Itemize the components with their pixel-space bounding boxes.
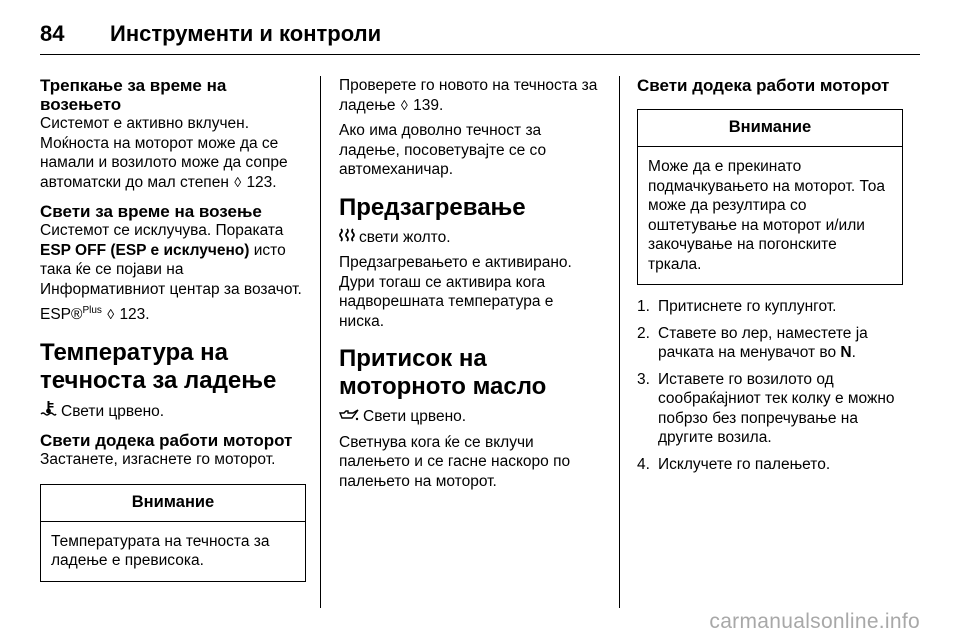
column-3 — [637, 76, 903, 481]
section-title: Свети додека работи моторот — [40, 431, 293, 450]
section-body — [40, 221, 306, 299]
section-title: Свети за време на возење — [40, 202, 262, 221]
column-2 — [339, 76, 601, 491]
step-number: 4. — [637, 455, 650, 473]
section-title: Трепкање за време на возењето — [40, 76, 227, 114]
step-number: 3. — [637, 370, 650, 388]
body-text: Проверете го новото на течноста за ладење — [339, 77, 598, 114]
body-text: Системот е активно вклучен. Моќноста на моторот може да се намали и возилото може да сопре автоматски до мал степен — [40, 115, 288, 191]
warning-box — [637, 109, 903, 285]
section-heading: Предзагревање — [339, 193, 526, 221]
column-1 — [40, 76, 306, 582]
page-reference-icon: ◊ — [234, 173, 242, 190]
steps-list — [637, 297, 903, 474]
page-reference-icon: ◊ — [107, 306, 115, 322]
step-number: 2. — [637, 324, 650, 342]
icon-line — [40, 401, 306, 422]
warning-title: Внимание — [638, 110, 902, 147]
glow-plug-icon — [339, 228, 355, 248]
body-text: Предзагревањето е активирано. Дури тогаш се активира кога надворешната температура е ниска. — [339, 254, 572, 330]
message-text: ESP OFF (ESP е исклучено) — [40, 241, 250, 259]
section-body — [40, 114, 306, 192]
section-title: Свети додека работи моторот — [637, 76, 890, 95]
icon-line — [339, 407, 601, 427]
body-text: исто така ќе се појави на Информативниот центар за возачот. — [40, 241, 302, 298]
body-text: Ако има доволно течност за ладење, посоветувајте се со автомеханичар. — [339, 122, 547, 178]
page-reference-icon: ◊ — [400, 96, 408, 113]
coolant-temperature-icon — [40, 401, 57, 422]
page-number: 84 — [40, 21, 65, 46]
esp-reference-line — [40, 305, 306, 325]
esp-label: ESP® — [40, 306, 83, 323]
list-item — [637, 297, 903, 317]
step-text-part: . — [851, 344, 856, 361]
step-text: Иставете го возилото од сообраќајниот тек колку е можно побрзо без попречување на другите возила. — [658, 370, 895, 446]
gear-label: N — [840, 344, 852, 361]
list-item — [637, 370, 903, 448]
body-text: Светнува кога ќе се вклучи палењето и се гасне наскоро по палењето на моторот. — [339, 433, 571, 490]
oil-pressure-icon — [339, 407, 359, 427]
step-text — [658, 324, 903, 363]
section-heading: Температура на течноста за ладење — [40, 338, 277, 394]
section-heading: Притисок на моторното масло — [339, 345, 547, 400]
body-text: свети жолто. — [359, 228, 451, 246]
body-text: Свети црвено. — [363, 408, 467, 425]
body-text: Застанете, изгаснете го моторот. — [40, 451, 276, 468]
list-item — [637, 455, 903, 475]
step-number: 1. — [637, 298, 650, 315]
page-reference[interactable]: 123. — [246, 173, 277, 191]
warning-text: Може да е прекинато подмачкувањето на моторот. Тоа може да резултира со оштетување на моторот и/или закочување на погонските тркала. — [648, 158, 886, 273]
watermark: carmanualsonline.info — [709, 610, 920, 633]
warning-text: Температурата на течноста за ладење е превисока. — [51, 532, 270, 569]
page-header — [40, 14, 920, 55]
body-text: Свети црвено. — [61, 402, 165, 420]
step-text: Притиснете го куплунгот. — [658, 298, 837, 315]
section-body — [339, 76, 601, 115]
icon-line — [339, 228, 601, 248]
body-text: Системот се исклучува. Пораката — [40, 222, 284, 239]
page-reference[interactable]: 139. — [413, 96, 444, 114]
list-item — [637, 324, 903, 363]
warning-title: Внимание — [41, 485, 305, 522]
page-title: Инструменти и контроли — [110, 21, 382, 46]
warning-box — [40, 484, 306, 582]
column-divider — [619, 76, 620, 608]
column-divider — [320, 76, 321, 608]
esp-plus-sup: Plus — [82, 304, 102, 316]
page-reference[interactable]: 123. — [119, 306, 150, 323]
step-text-part: Ставете во лер, наместете ја рачката на менувачот во — [658, 324, 868, 361]
step-text: Исклучете го палењето. — [658, 455, 831, 473]
